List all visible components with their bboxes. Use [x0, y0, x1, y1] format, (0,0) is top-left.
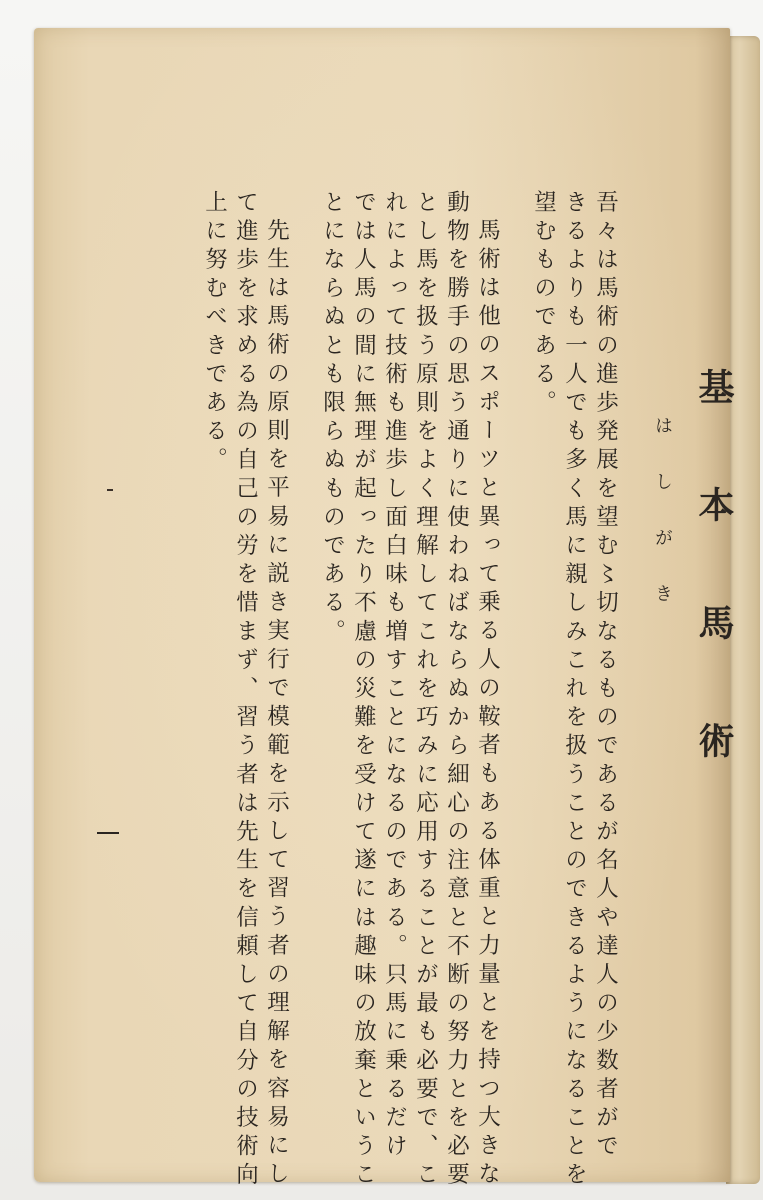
margin-mark	[107, 489, 113, 491]
page-title: 基本馬術	[693, 368, 735, 840]
text-line: て進歩を求める為の自己の労を惜まず、習う者は先生を信頼して自分の技術向	[232, 190, 259, 1191]
text-line: とし馬を扱う原則をよく理解してこれを巧みに応用することが最も必要で、こ	[412, 190, 439, 1191]
text-line: 望むものである。	[530, 190, 557, 419]
text-line: れによって技術も進歩し面白味も増すことになるのである。只馬に乗るだけ	[381, 190, 408, 1163]
page-number	[97, 832, 119, 834]
text-line: 動物を勝手の思う通りに使わねばならぬから細心の注意と不断の努力とを必要	[443, 190, 470, 1191]
text-line: とにならぬとも限らぬものである。	[319, 190, 346, 648]
text-line: 吾々は馬術の進歩発展を望む〻切なるものであるが名人や達人の少数者がで	[592, 190, 619, 1163]
page-subtitle: はしがき	[652, 416, 673, 640]
text-line: きるよりも一人でも多く馬に親しみこれを扱うことのできるようになることを	[561, 190, 588, 1191]
text-line: 上に努むべきである。	[201, 190, 228, 476]
text-line: 馬術は他のスポーツと異って乗る人の鞍者もある体重と力量とを持つ大きな	[474, 218, 501, 1191]
text-line: 先生は馬術の原則を平易に説き実行で模範を示して習う者の理解を容易にし	[263, 218, 290, 1191]
text-line: では人馬の間に無理が起ったり不慮の災難を受けて遂には趣味の放棄というこ	[350, 190, 377, 1191]
book-page	[34, 28, 735, 1191]
